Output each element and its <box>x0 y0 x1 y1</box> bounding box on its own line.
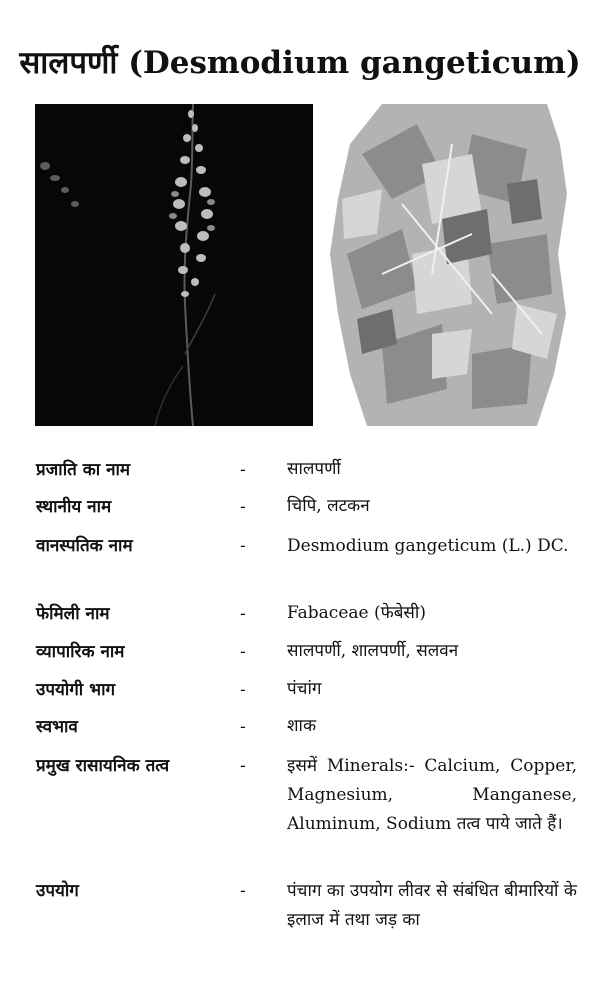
row-dash: - <box>240 680 246 700</box>
row-value-local-name: चिपि, लटकन <box>287 496 370 516</box>
row-value-useful-part: पंचांग <box>287 679 322 699</box>
row-value-habit: शाक <box>287 716 317 736</box>
row-dash: - <box>240 881 246 901</box>
row-dash: - <box>240 536 246 556</box>
row-label-species: प्रजाति का नाम <box>36 460 131 480</box>
row-value-uses: पंचाग का उपयोग लीवर से संबंधित बीमारियों के इलाज में तथा जड़ का <box>287 881 577 930</box>
row-dash: - <box>240 642 246 662</box>
row-label-botanical-name: वानस्पतिक नाम <box>36 536 133 556</box>
row-label-uses: उपयोग <box>36 881 79 901</box>
row-dash: - <box>240 604 246 624</box>
row-label-useful-part: उपयोगी भाग <box>36 680 116 700</box>
row-label-trade-name: व्यापारिक नाम <box>36 642 125 662</box>
row-label-local-name: स्थानीय नाम <box>36 497 112 517</box>
row-value-trade-name: सालपर्णी, शालपर्णी, सलवन <box>287 641 459 661</box>
row-value-family-name: Fabaceae (फेबेसी) <box>287 603 426 623</box>
row-dash: - <box>240 756 246 776</box>
row-value-chemical-constituents: इसमें Minerals:- Calcium, Copper, Magnesium, Manganese, Aluminum, Sodium तत्व पाये जाते हैं। <box>287 756 577 834</box>
row-value-botanical-name: Desmodium gangeticum (L.) DC. <box>287 536 569 556</box>
row-dash: - <box>240 717 246 737</box>
page-title: सालपर्णी (Desmodium gangeticum) <box>19 45 581 81</box>
row-value-species: सालपर्णी <box>287 459 341 479</box>
row-label-family-name: फेमिली नाम <box>36 604 110 624</box>
row-dash: - <box>240 497 246 517</box>
row-label-habit: स्वभाव <box>36 717 78 737</box>
row-dash: - <box>240 460 246 480</box>
row-label-chemical-constituents: प्रमुख रासायनिक तत्व <box>36 756 170 776</box>
